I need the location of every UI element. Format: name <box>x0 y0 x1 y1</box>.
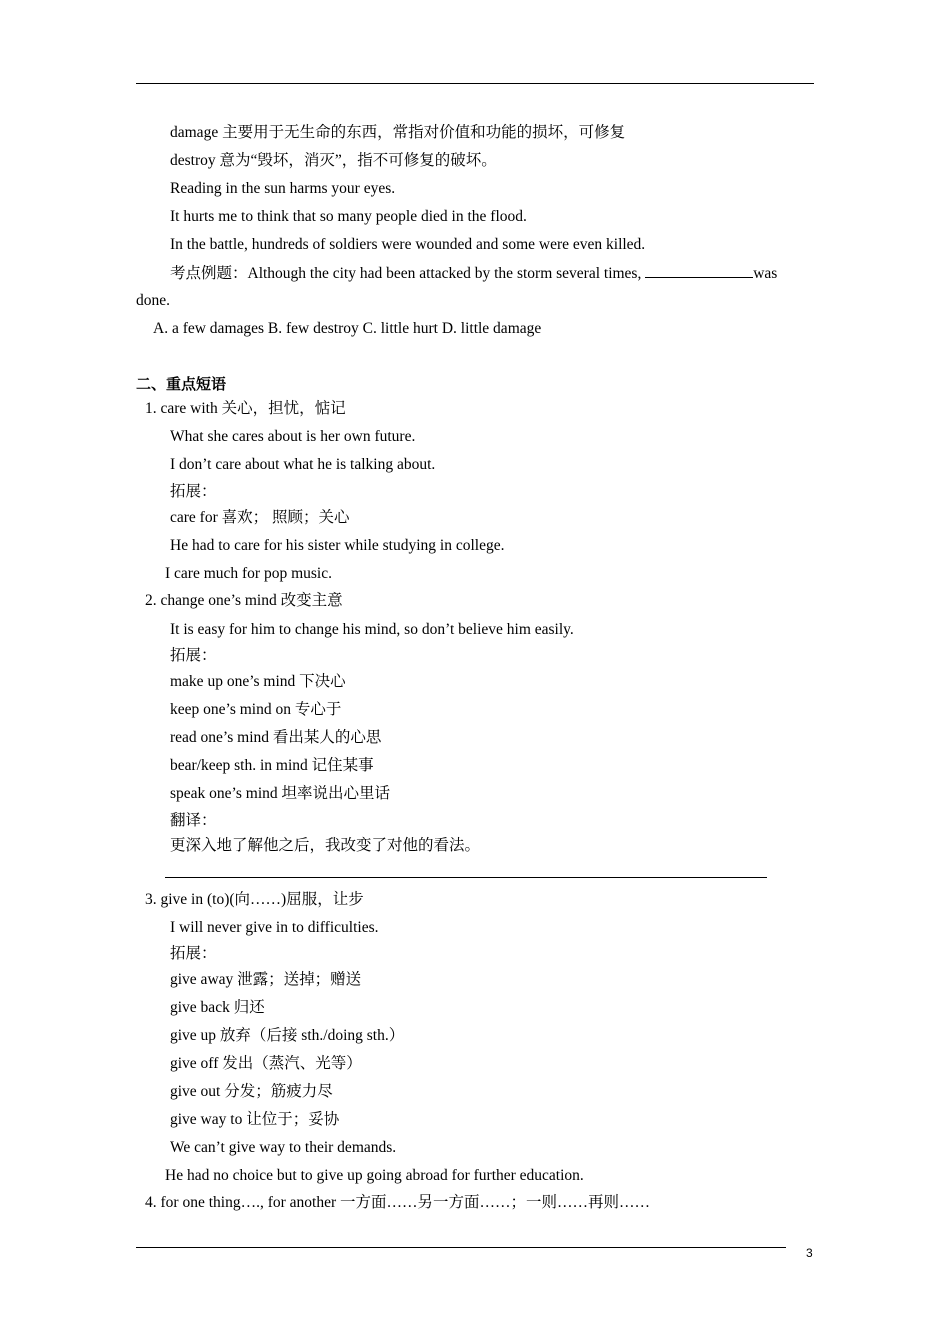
extension-item: give off 发出（蒸汽、光等） <box>170 1055 362 1072</box>
text-line: destroy 意为“毁坏，消灭”，指不可修复的破坏。 <box>170 152 497 169</box>
exam-question-text: 考点例题：Although the city had been attacked by the storm several times, <box>170 265 642 282</box>
phrase-title: 1. care with 关心，担忧，惦记 <box>145 400 346 417</box>
answer-line <box>165 877 767 878</box>
phrase-title: 3. give in (to)(向……)屈服，让步 <box>145 891 364 908</box>
phrase-title: 4. for one thing…., for another 一方面……另一方面……；一则……再则…… <box>145 1194 650 1211</box>
example-sentence: He had to care for his sister while studying in college. <box>170 537 505 554</box>
example-sentence: I will never give in to difficulties. <box>170 919 379 936</box>
extension-label: 拓展： <box>170 483 217 500</box>
section-heading: 二、重点短语 <box>136 375 227 393</box>
translation-label: 翻译： <box>170 812 217 829</box>
extension-item: give up 放弃（后接 sth./doing sth.） <box>170 1027 405 1044</box>
extension-item: care for 喜欢； 照顾；关心 <box>170 509 350 526</box>
extension-item: give back 归还 <box>170 999 265 1016</box>
answer-options: A. a few damages B. few destroy C. little hurt D. little damage <box>153 320 542 337</box>
extension-item: keep one’s mind on 专心于 <box>170 701 342 718</box>
example-sentence: In the battle, hundreds of soldiers were wounded and some were even killed. <box>170 236 646 253</box>
example-sentence: We can’t give way to their demands. <box>170 1139 397 1156</box>
extension-item: give away 泄露；送掉；赠送 <box>170 971 362 988</box>
example-sentence: What she cares about is her own future. <box>170 428 416 445</box>
extension-item: give out 分发；筋疲力尽 <box>170 1083 333 1100</box>
extension-item: read one’s mind 看出某人的心思 <box>170 729 382 746</box>
exam-question-continuation: done. <box>136 292 171 309</box>
example-sentence: I don’t care about what he is talking about. <box>170 456 436 473</box>
example-sentence: It is easy for him to change his mind, so don’t believe him easily. <box>170 621 574 638</box>
example-sentence: It hurts me to think that so many people died in the flood. <box>170 208 527 225</box>
extension-item: give way to 让位于；妥协 <box>170 1111 340 1128</box>
answer-blank <box>645 263 753 278</box>
extension-item: make up one’s mind 下决心 <box>170 673 346 690</box>
example-sentence: I care much for pop music. <box>165 565 332 582</box>
text-line: damage 主要用于无生命的东西，常指对价值和功能的损坏，可修复 <box>170 124 626 141</box>
translation-prompt: 更深入地了解他之后，我改变了对他的看法。 <box>170 837 481 854</box>
header-rule <box>136 83 814 84</box>
extension-label: 拓展： <box>170 945 217 962</box>
footer-rule <box>136 1247 786 1248</box>
example-sentence: Reading in the sun harms your eyes. <box>170 180 396 197</box>
extension-item: bear/keep sth. in mind 记住某事 <box>170 757 374 774</box>
page-number: 3 <box>806 1246 813 1260</box>
extension-label: 拓展： <box>170 647 217 664</box>
exam-question <box>170 263 777 284</box>
exam-question-tail: was <box>753 265 778 282</box>
extension-item: speak one’s mind 坦率说出心里话 <box>170 785 390 802</box>
example-sentence: He had no choice but to give up going abroad for further education. <box>165 1167 584 1184</box>
phrase-title: 2. change one’s mind 改变主意 <box>145 592 343 609</box>
